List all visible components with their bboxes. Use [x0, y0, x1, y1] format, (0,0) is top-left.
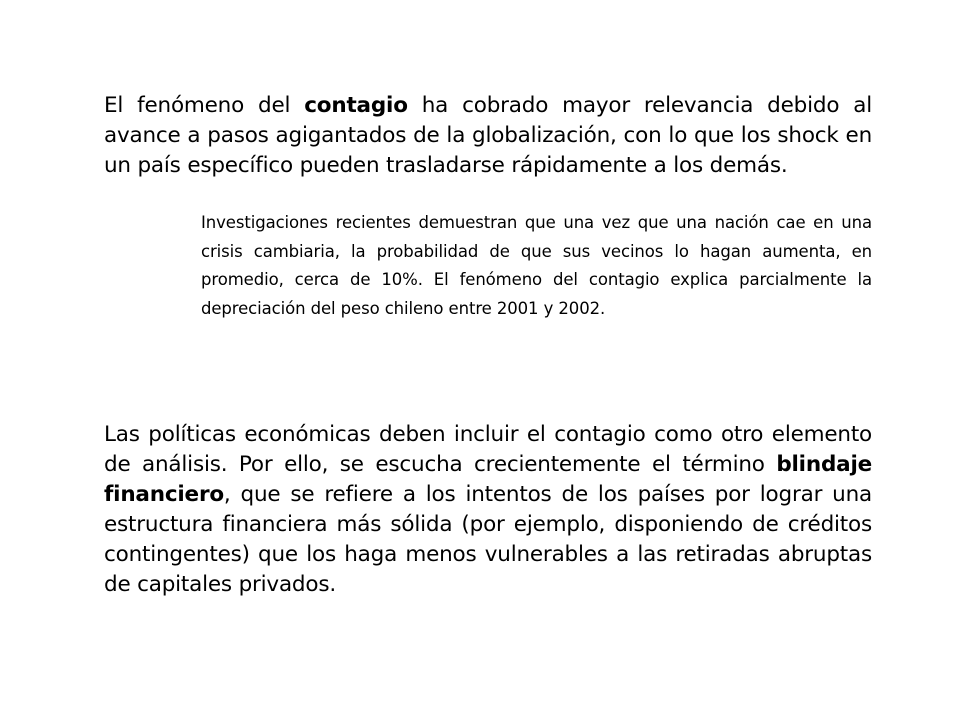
- paragraph-text: Las políticas económicas deben incluir el contagio como otro elemento de análisis. Por ello, se escucha crecientemente el término: [104, 422, 872, 477]
- bold-term-blindaje-financiero: blindaje financiero: [104, 452, 872, 507]
- bold-term-contagio: contagio: [304, 93, 408, 118]
- quote-text: Investigaciones recientes demuestran que una vez que una nación cae en una crisis cambiaria, la probabilidad de que sus vecinos lo hagan aumenta, en promedio, cerca de 10%. El fenómeno del contagio explica parcialmente la depreciación del peso chileno entre 2001 y 2002.: [201, 213, 872, 318]
- paragraph-text: El fenómeno del: [104, 93, 305, 118]
- paragraph-text: ha cobrado mayor relevancia debido al avance a pasos agigantados de la globalización, con lo que los shock en un país específico pueden trasladarse rápidamente a los demás.: [104, 93, 872, 178]
- paragraph-text: , que se refiere a los intentos de los países por lograr una estructura financiera más sólida (por ejemplo, disponiendo de créditos contingentes) que los haga menos vulnerables a las retiradas abruptas de capitales privados.: [104, 482, 872, 597]
- paragraph-contagio-intro: [104, 91, 872, 181]
- paragraph-economic-policies: [104, 420, 872, 600]
- paragraph-research-quote: [201, 209, 872, 323]
